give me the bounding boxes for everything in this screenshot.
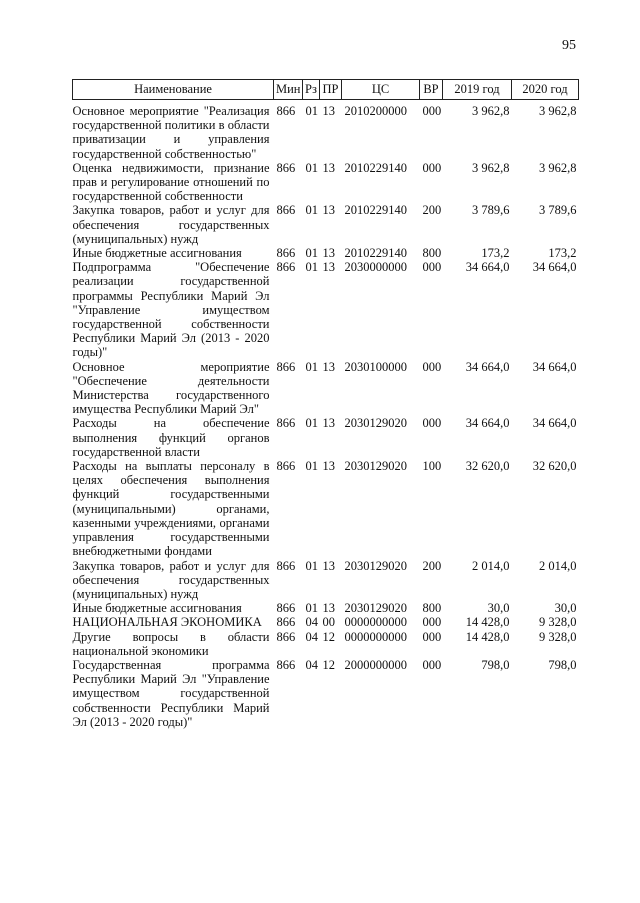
cell-vr: 800: [422, 246, 442, 261]
cell-y2019: 34 664,0: [465, 260, 510, 275]
cell-vr: 000: [422, 629, 442, 644]
cell-y2020: 9 328,0: [539, 629, 577, 644]
cell-y2019: 14 428,0: [465, 615, 510, 630]
header-min: Мин: [274, 80, 303, 100]
cell-rz: 01: [305, 601, 318, 616]
cell-cs: 2030129020: [344, 459, 407, 474]
table-body: [73, 100, 579, 729]
table-row: [73, 416, 579, 459]
cell-min: 866: [276, 558, 296, 573]
cell-name: Расходы на выплаты персоналу в целях обеспечения выполнения функций государственными (муниципальными) органами, казенными учреждениями, органами управления государственными внебюджетными фондами: [72, 459, 270, 559]
cell-rz: 01: [305, 246, 318, 261]
cell-vr: 000: [422, 260, 442, 275]
cell-rz: 01: [305, 558, 318, 573]
cell-name: Основное мероприятие "Обеспечение деятельности Министерства государственного имущества Республики Марий Эл": [72, 359, 270, 417]
table-header-row: [73, 80, 579, 100]
cell-cs: 2000000000: [344, 657, 407, 672]
cell-y2019: 798,0: [481, 657, 510, 672]
cell-cs: 2030000000: [344, 260, 407, 275]
cell-rz: 01: [305, 359, 318, 374]
cell-vr: 000: [422, 416, 442, 431]
cell-vr: 000: [422, 657, 442, 672]
cell-y2019: 14 428,0: [465, 629, 510, 644]
budget-table: [72, 79, 579, 729]
cell-min: 866: [276, 615, 296, 630]
cell-cs: 2030129020: [344, 416, 407, 431]
cell-y2019: 3 962,8: [472, 160, 510, 175]
cell-vr: 000: [422, 615, 442, 630]
cell-cs: 2010229140: [344, 203, 407, 218]
cell-cs: 2030129020: [344, 558, 407, 573]
cell-pr: 13: [322, 416, 335, 431]
cell-y2020: 3 962,8: [539, 104, 577, 118]
cell-rz: 01: [305, 459, 318, 474]
cell-rz: 01: [305, 160, 318, 175]
table-row: [73, 246, 579, 260]
cell-rz: 04: [305, 629, 318, 644]
cell-pr: 13: [322, 359, 335, 374]
cell-y2020: 9 328,0: [539, 615, 577, 630]
cell-rz: 01: [305, 104, 318, 118]
cell-min: 866: [276, 246, 296, 261]
cell-y2019: 3 962,8: [472, 104, 510, 118]
cell-cs: 0000000000: [344, 629, 407, 644]
cell-pr: 13: [322, 459, 335, 474]
cell-min: 866: [276, 416, 296, 431]
cell-min: 866: [276, 657, 296, 672]
table-row: [73, 260, 579, 359]
cell-pr: 00: [322, 615, 335, 630]
cell-vr: 200: [422, 203, 442, 218]
cell-y2020: 34 664,0: [532, 260, 577, 275]
table-row: [73, 630, 579, 658]
cell-name: Иные бюджетные ассигнования: [72, 246, 242, 261]
cell-y2019: 34 664,0: [465, 359, 510, 374]
cell-cs: 2010229140: [344, 246, 407, 261]
cell-rz: 01: [305, 260, 318, 275]
cell-y2020: 798,0: [548, 657, 577, 672]
cell-vr: 200: [422, 558, 442, 573]
cell-cs: 2010200000: [344, 104, 407, 118]
cell-cs: 0000000000: [344, 615, 407, 630]
cell-min: 866: [276, 260, 296, 275]
cell-vr: 000: [422, 359, 442, 374]
cell-y2020: 32 620,0: [532, 459, 577, 474]
cell-y2020: 34 664,0: [532, 416, 577, 431]
cell-rz: 01: [305, 203, 318, 218]
cell-pr: 13: [322, 260, 335, 275]
header-vr: ВР: [420, 80, 443, 100]
cell-cs: 2030129020: [344, 601, 407, 616]
cell-vr: 800: [422, 601, 442, 616]
table-row: [73, 559, 579, 602]
table-row: [73, 459, 579, 558]
cell-y2020: 30,0: [554, 601, 577, 616]
table-row: [73, 360, 579, 417]
header-2019: 2019 год: [443, 80, 512, 100]
header-2020: 2020 год: [512, 80, 579, 100]
cell-name: Основное мероприятие "Реализация государственной политики в области приватизации и управления государственной собственностью": [72, 104, 270, 161]
cell-vr: 000: [422, 104, 442, 118]
cell-min: 866: [276, 459, 296, 474]
cell-y2020: 3 962,8: [539, 160, 577, 175]
table-row: [73, 104, 579, 161]
cell-rz: 04: [305, 657, 318, 672]
cell-pr: 13: [322, 601, 335, 616]
cell-min: 866: [276, 359, 296, 374]
table-row: [73, 658, 579, 729]
cell-y2020: 3 789,6: [539, 203, 577, 218]
cell-cs: 2030100000: [344, 359, 407, 374]
table-row: [73, 615, 579, 629]
cell-name: Иные бюджетные ассигнования: [72, 601, 242, 616]
cell-name: Оценка недвижимости, признание прав и регулирование отношений по государственной собственности: [72, 160, 270, 204]
cell-y2019: 2 014,0: [472, 558, 510, 573]
cell-rz: 04: [305, 615, 318, 630]
cell-name: Подпрограмма "Обеспечение реализации государственной программы Республики Марий Эл "Управление имуществом государственной собственности Республики Марий Эл (2013 - 2020 годы)": [72, 260, 270, 360]
cell-pr: 13: [322, 203, 335, 218]
cell-vr: 000: [422, 160, 442, 175]
cell-pr: 12: [322, 657, 335, 672]
page-number: 95: [562, 38, 576, 53]
cell-pr: 13: [322, 160, 335, 175]
cell-min: 866: [276, 629, 296, 644]
cell-name: НАЦИОНАЛЬНАЯ ЭКОНОМИКА: [72, 615, 262, 630]
cell-y2019: 3 789,6: [472, 203, 510, 218]
cell-y2020: 2 014,0: [539, 558, 577, 573]
cell-cs: 2010229140: [344, 160, 407, 175]
cell-y2019: 32 620,0: [465, 459, 510, 474]
cell-pr: 13: [322, 558, 335, 573]
cell-name: Закупка товаров, работ и услуг для обеспечения государственных (муниципальных) нужд: [72, 203, 270, 246]
table-row: [73, 203, 579, 246]
cell-min: 866: [276, 160, 296, 175]
header-pr: ПР: [320, 80, 342, 100]
cell-name: Закупка товаров, работ и услуг для обеспечения государственных (муниципальных) нужд: [72, 558, 270, 601]
cell-min: 866: [276, 203, 296, 218]
cell-name: Другие вопросы в области национальной экономики: [72, 629, 270, 658]
table-row: [73, 601, 579, 615]
cell-y2019: 30,0: [487, 601, 510, 616]
cell-name: Государственная программа Республики Марий Эл "Управление имуществом государственной собственности Республики Марий Эл (2013 - 2020 годы)": [72, 657, 270, 729]
cell-vr: 100: [422, 459, 442, 474]
cell-y2020: 173,2: [548, 246, 577, 261]
cell-name: Расходы на обеспечение выполнения функций органов государственной власти: [72, 416, 270, 459]
cell-pr: 12: [322, 629, 335, 644]
header-rz: Рз: [303, 80, 320, 100]
cell-pr: 13: [322, 104, 335, 118]
cell-y2019: 173,2: [481, 246, 510, 261]
header-name: Наименование: [73, 80, 274, 100]
cell-rz: 01: [305, 416, 318, 431]
table-row: [73, 161, 579, 204]
cell-pr: 13: [322, 246, 335, 261]
cell-min: 866: [276, 601, 296, 616]
cell-y2020: 34 664,0: [532, 359, 577, 374]
cell-min: 866: [276, 104, 296, 118]
cell-y2019: 34 664,0: [465, 416, 510, 431]
header-cs: ЦС: [342, 80, 420, 100]
